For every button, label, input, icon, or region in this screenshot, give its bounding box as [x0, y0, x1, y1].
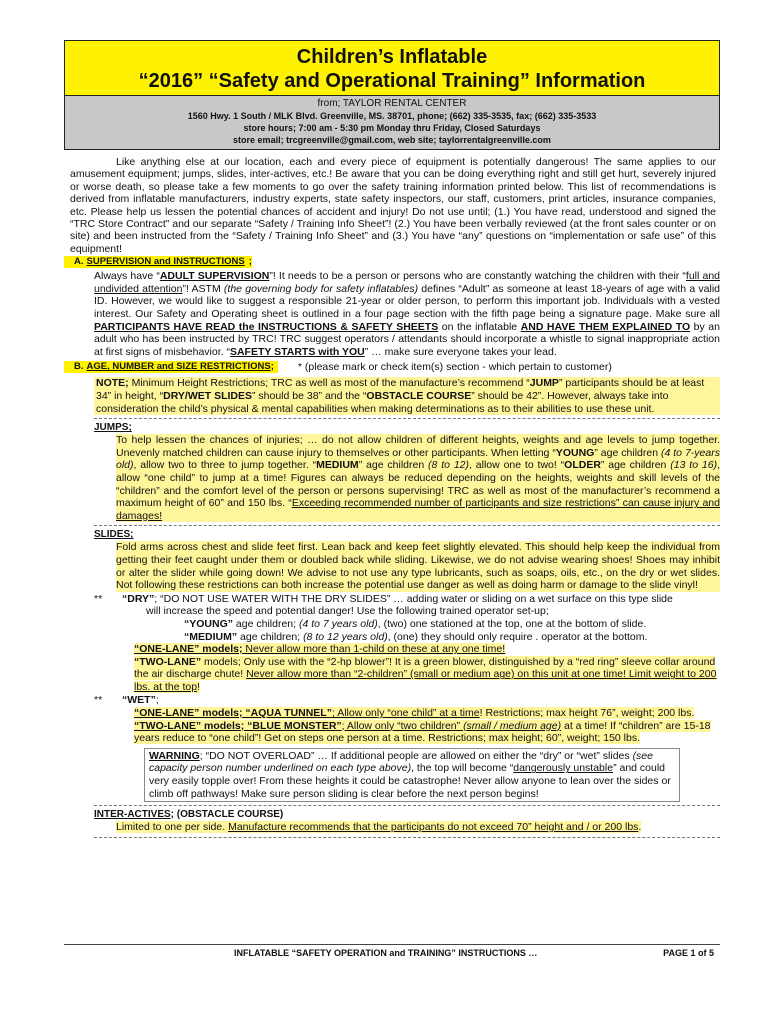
section-a-body: Always have “ADULT SUPERVISION”! It needs to be a person or persons who are constantly watching the children with their “full and undivided attention”! ASTM (the governing body for safety inflatables) defines “Adult” as someone at least 18-years of age with a valid ID. However, we would like to suggest a responsible 21-year or older person, to perform this important job. Individuals with a vested interest. Our Safety and Operating sheet is outlined in a four page section with the fifth page being a signature page. Make sure all PARTICIPANTS HAVE READ the INSTRUCTIONS & SAFETY SHEETS on the inflatable AND HAVE THEM EXPLAINED TO by an adult who has been instructed by TRC! TRC suggest operators / attendants should incorporate a whistle to signal inappropriate action at first signs of misbehavior. “SAFETY STARTS with YOU” … make sure everyone takes your lead.: [94, 270, 721, 358]
title-line-2: “2016” “Safety and Operational Training” Information: [138, 70, 646, 92]
divider: [94, 418, 720, 419]
page-footer: [64, 944, 720, 958]
store-hours: store hours; 7:00 am - 5:30 pm Monday thru Friday, Closed Saturdays: [243, 123, 541, 133]
section-a-heading: A. SUPERVISION and INSTRUCTIONS ;: [64, 256, 720, 268]
wet-slides-item: ** “WET”;: [94, 694, 159, 707]
section-a-title: SUPERVISION and INSTRUCTIONS: [87, 256, 249, 268]
interactives-heading: INTER-ACTIVES; (OBSTACLE COURSE): [94, 809, 284, 821]
divider: [94, 837, 720, 838]
wet-two-lane-rule: “TWO-LANE” models; “BLUE MONSTER”; Allow only “two children” (small / medium age) at a time! If “children” are 15-18 years reduce to “one child”! Get on steps one person at a time. Restrictions; max height; 60”, weight; 150 lbs.: [134, 719, 711, 745]
dry-medium-setup: “MEDIUM” age children; (8 to 12 years old), (one) they should only require . operator at the bottom.: [184, 630, 648, 643]
slides-body: Fold arms across chest and slide feet first. Lean back and keep feet slightly elevated. This should help keep the individual from getting their feet caught under them or doubled back while sliding. Likewise, we do not advise wearing shoes! Shoes may inhibit or alter the slider while going down! We advise to not use any type lubricants, such as soaps, oils, etc., on the dry or wet slides. Not following these restrictions can both increase the potential use danger as well as doing harm or damage to the slide vinyl!: [116, 541, 720, 592]
slides-heading: SLIDES;: [94, 529, 134, 541]
overload-warning: WARNING; “DO NOT OVERLOAD” … If additional people are allowed on either the “dry” or “wet” slides (see capacity person number underlined on each type above), the top will become “dangerously unstable” and could very easily topple over! From these heights it could be catastrophe! Never allow anyone to lean over the sides or climb off pathways! Make sure person sliding is clear before the next person begins!: [144, 748, 680, 802]
divider: [94, 805, 720, 806]
section-a-letter: A.: [64, 256, 87, 268]
interactives-body: Limited to one per side. Manufacture recommends that the participants do not exceed 70” height and / or 200 lbs.: [116, 821, 642, 834]
page-number: PAGE 1 of 5: [663, 948, 714, 958]
dry-young-setup: “YOUNG” age children; (4 to 7 years old), (two) one stationed at the top, one at the bottom of slide.: [184, 617, 647, 630]
title-banner: [64, 40, 720, 96]
jumps-heading: JUMPS;: [94, 422, 132, 434]
dry-slides-item: ** “DRY”; “DO NOT USE WATER WITH THE DRY SLIDES” … adding water or sliding on a wet surface on this type slide: [94, 592, 673, 605]
store-from: from; TAYLOR RENTAL CENTER: [317, 98, 467, 109]
one-lane-rule: “ONE-LANE” models; Never allow more than 1-child on these at any one time!: [134, 643, 506, 656]
jumps-body: To help lessen the chances of injuries; … do not allow children of different heights, weights and age levels to jump together. Unevenly matched children can cause injury to themselves or other participants. When letting “YOUNG” age children (4 to 7-years old), allow two to three to jump together. “MEDIUM” age children (8 to 12), allow one to two! “OLDER” age children (13 to 16), allow “one child” to jump at a time! Figures can always be reduced depending on the heights, weights and skill levels of the “children” and the comfort level of the person or persons supervising! TRC as well as most of the manufacturer’s recommend a maximum height of 60” and 150 lbs. “Exceeding recommended number of participants and size restrictions” can cause injury and damages!: [116, 434, 720, 522]
height-note: NOTE; Minimum Height Restrictions; TRC as well as most of the manufacture’s recommend “JUMP” participants should be at least 34” in height, “DRY/WET SLIDES” should be 38” and the “OBSTACLE COURSE” should be 42”. However, always take into consideration the child’s physical & mental capabilities when making determinations as to their abilities to use these unit.: [94, 377, 720, 415]
section-b-heading: B. AGE, NUMBER and SIZE RESTRICTIONS ; * (please mark or check item(s) section - which pertain to customer): [64, 361, 720, 373]
footer-title: INFLATABLE “SAFETY OPERATION and TRAINING” INSTRUCTIONS …: [234, 948, 538, 958]
document-page: [64, 40, 720, 841]
title-line-1: Children’s Inflatable: [296, 46, 488, 68]
dry-slides-continued: will increase the speed and potential danger! Use the following trained operator set-up;: [146, 605, 549, 618]
section-b-letter: B.: [64, 361, 87, 373]
intro-paragraph: Like anything else at our location, each and every piece of equipment is potentially dangerous! The same applies to our amusement equipment; jumps, slides, inter-actives, etc.! Be aware that you can be doing everything right and still get hurt, severely injured or worse death, so please take a few moments to go over the safety training information printed below. This list of recommendations is derived from inflatable manufacturers, industry experts, state safety inspectors, our staff, customers, print articles, insurance companies, etc. Please help us lessen the potential chances of accident and injury! Do not use until; (1.) You have read, understood and signed the “TRC Store Contract” and our separate “Safety / Training Info Sheet”! (2.) You have been verbally reviewed (at the front sales counter or on site) and been instructed from the “Safety / Training Info Sheet” and (3.) You have “any” questions on “implementation or safe use” of this equipment!: [70, 156, 716, 255]
store-email: store email; trcgreenville@gmail.com, web site; taylorrentalgreenville.com: [233, 135, 551, 145]
section-b-aside: * (please mark or check item(s) section - which pertain to customer): [297, 361, 612, 374]
divider: [94, 525, 720, 526]
wet-one-lane-rule: “ONE-LANE” models; “AQUA TUNNEL”; Allow only “one child” at a time! Restrictions; max height 76”, weight; 200 lbs.: [134, 707, 695, 720]
section-b-title: AGE, NUMBER and SIZE RESTRICTIONS: [86, 361, 271, 373]
store-address: 1560 Hwy. 1 South / MLK Blvd. Greenville, MS. 38701, phone; (662) 335-3535, fax; (662) 335-3533: [187, 111, 597, 121]
store-info-banner: [64, 96, 720, 150]
two-lane-rule: “TWO-LANE” models; Only use with the “2-hp blower”! It is a green blower, distinguished by a “red ring” sleeve collar around the air discharge chute! Never allow more than “2-children” (small or medium age) on this unit at one time! Limit weight to 200 lbs. at the top!: [134, 655, 717, 693]
